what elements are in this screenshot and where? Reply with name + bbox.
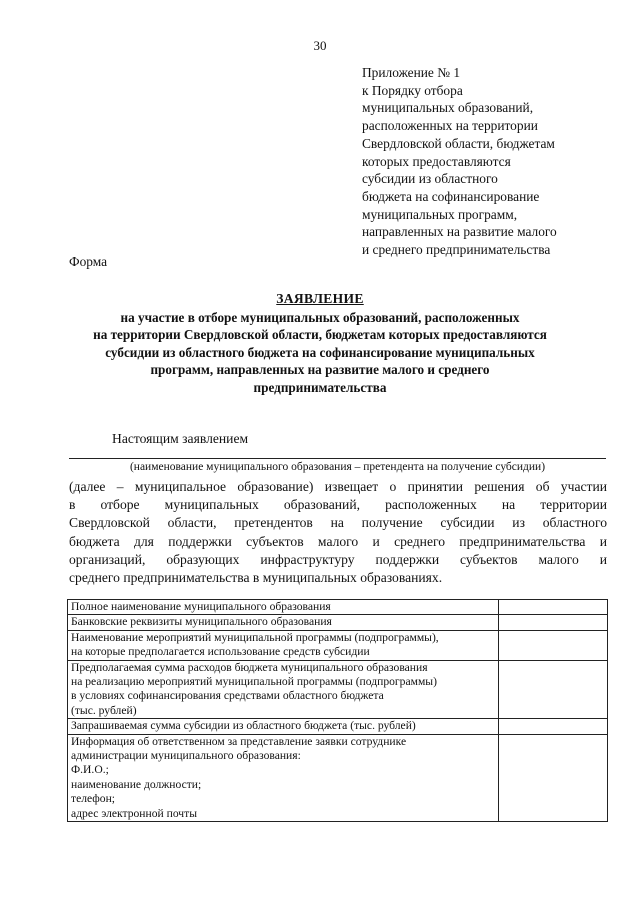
- body-line: Свердловской области, претендентов на получение субсидии из областного: [69, 515, 607, 531]
- row-value-cell[interactable]: [498, 719, 607, 734]
- table-row: [68, 719, 608, 734]
- appendix-line: Приложение № 1: [362, 65, 461, 80]
- row-label-line: администрации муниципального образования:: [71, 749, 301, 763]
- title-line: программ, направленных на развитие малого и среднего: [150, 362, 490, 378]
- row-label-cell: [68, 734, 499, 821]
- table-row: [68, 615, 608, 630]
- row-label-line: телефон;: [71, 792, 116, 806]
- row-label-line: в условиях софинансирования средствами областного бюджета: [71, 689, 384, 703]
- appendix-line: муниципальных образований,: [362, 100, 534, 116]
- appendix-note: [362, 64, 632, 259]
- page-number: 30: [313, 38, 327, 53]
- appendix-line: к Порядку отбора: [362, 82, 463, 98]
- row-label-line: Банковские реквизиты муниципального образования: [71, 615, 332, 629]
- title-line: субсидии из областного бюджета на софинансирование муниципальных: [105, 344, 535, 360]
- fill-line-caption: (наименование муниципального образования – претендента на получение субсидии): [129, 461, 546, 473]
- intro-text: Настоящим заявлением: [112, 431, 249, 446]
- title-line: на территории Свердловской области, бюджетам которых предоставляются: [93, 327, 547, 343]
- body-paragraph: [69, 478, 607, 587]
- table-row: [68, 600, 608, 615]
- body-line: организаций, образующих инфраструктуру поддержки субъектов малого и: [69, 551, 607, 567]
- body-line: в отборе муниципальных образований, расположенных на территории: [69, 497, 607, 513]
- row-label-line: Ф.И.О.;: [71, 763, 109, 777]
- row-label-line: Полное наименование муниципального образования: [71, 600, 331, 613]
- body-line: бюджета для поддержки субъектов малого и среднего предпринимательства и: [69, 533, 607, 549]
- appendix-line: направленных на развитие малого: [362, 224, 557, 240]
- table-row: [68, 660, 608, 719]
- appendix-line: субсидии из областного: [362, 171, 498, 187]
- row-label-cell: [68, 660, 499, 719]
- row-label-line: (тыс. рублей): [71, 703, 137, 717]
- application-form-table: [67, 599, 608, 822]
- table-row: [68, 734, 608, 821]
- row-label-line: на которые предполагается использование средств субсидии: [71, 645, 370, 659]
- row-label-cell: [68, 719, 499, 734]
- row-label-cell: [68, 615, 499, 630]
- body-line: среднего предпринимательства в муниципальных образованиях.: [69, 570, 443, 586]
- row-label-cell: [68, 600, 499, 615]
- row-label-line: наименование должности;: [71, 777, 202, 791]
- row-label-line: Предполагаемая сумма расходов бюджета муниципального образования: [71, 660, 428, 674]
- form-label: Форма: [69, 254, 108, 269]
- row-value-cell[interactable]: [498, 630, 607, 660]
- row-label-line: Наименование мероприятий муниципальной программы (подпрограммы),: [71, 630, 439, 644]
- appendix-line: Свердловской области, бюджетам: [362, 135, 555, 151]
- row-value-cell[interactable]: [498, 660, 607, 719]
- table-row: [68, 630, 608, 660]
- title-heading: ЗАЯВЛЕНИЕ: [276, 291, 364, 306]
- appendix-line: и среднего предпринимательства: [362, 242, 551, 258]
- row-value-cell[interactable]: [498, 734, 607, 821]
- appendix-line: бюджета на софинансирование: [362, 188, 540, 204]
- appendix-line: муниципальных программ,: [362, 206, 518, 222]
- row-label-line: на реализацию мероприятий муниципальной программы (подпрограммы): [71, 675, 437, 689]
- appendix-line: расположенных на территории: [362, 118, 538, 134]
- appendix-line: которых предоставляются: [362, 153, 511, 169]
- title-line: предпринимательства: [253, 379, 387, 395]
- municipality-name-fill-line[interactable]: [69, 458, 606, 459]
- body-line: (далее – муниципальное образование) извещает о принятии решения об участии: [69, 479, 607, 494]
- row-value-cell[interactable]: [498, 615, 607, 630]
- row-value-cell[interactable]: [498, 600, 607, 615]
- row-label-line: Запрашиваемая сумма субсидии из областного бюджета (тыс. рублей): [71, 719, 416, 733]
- row-label-line: адрес электронной почты: [71, 806, 197, 820]
- title-line: на участие в отборе муниципальных образований, расположенных: [120, 309, 520, 325]
- document-title: [40, 290, 600, 397]
- row-label-cell: [68, 630, 499, 660]
- row-label-line: Информация об ответственном за представление заявки сотруднике: [71, 734, 407, 748]
